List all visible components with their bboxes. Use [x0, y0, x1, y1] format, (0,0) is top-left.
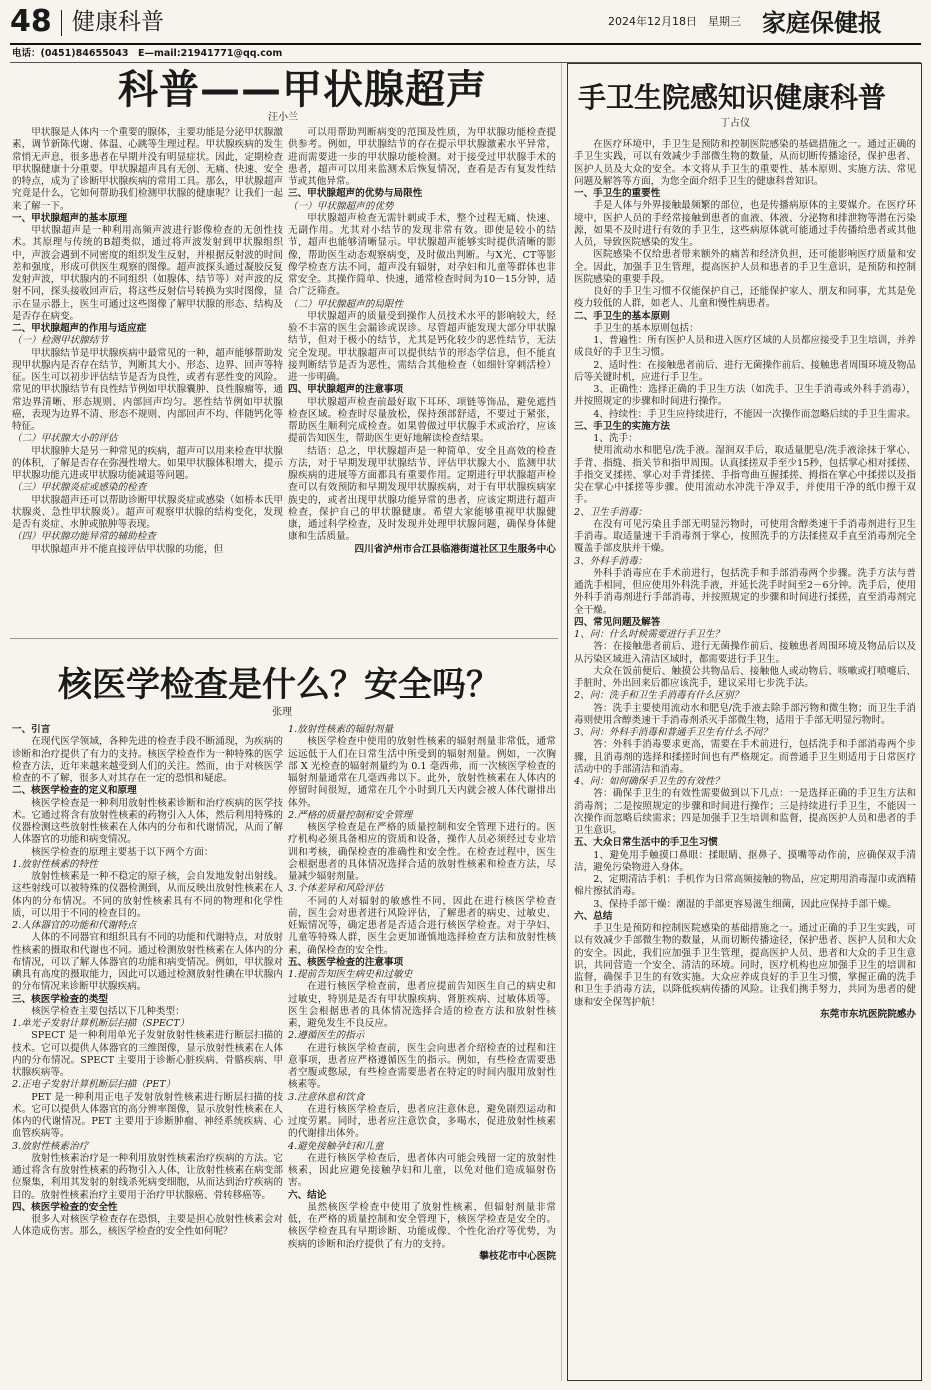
article2-author: 张理 — [272, 707, 292, 718]
subheading: 2.人体器官的功能和代谢特点 — [12, 920, 137, 931]
paragraph: 手是人体与外界接触最频繁的部位，也是传播病原体的主要媒介。在医疗环境中，医护人员的手经常接触到患者的血液、体液、分泌物和排泄物等潜在污染源，如果不及时进行有效的手卫生，这些病原体就可能通过手传播给患者或其他人员，导致医院感染的发生。 — [574, 200, 916, 248]
paragraph: 手卫生的基本原则包括： — [593, 322, 699, 334]
subheading: 2、卫生手消毒： — [574, 506, 648, 518]
paragraph: 核医学检查主要包括以下几种类型： — [31, 1005, 185, 1017]
paragraph: 在进行核医学检查前，医生会向患者介绍检查的过程和注意事项，患者应严格遵循医生的指示。例如，有些检查需要患者空腹或憋尿，有些检查需要患者在特定的时间内服用放射性核素等。 — [288, 1042, 556, 1091]
paragraph: 答：在接触患者前后、进行无菌操作前后、接触患者周围环境及物品后以及从污染区域进入清洁区域时，都需要进行手卫生。 — [574, 641, 916, 665]
paragraph: 1、洗手： — [593, 433, 638, 444]
paragraph: 在没有可见污染且手部无明显污物时，可使用含醇类速干手消毒剂进行卫生手消毒。取适量速干手消毒剂于掌心，按照洗手的方法揉搓双手直至消毒剂完全覆盖手部皮肤并干燥。 — [574, 518, 916, 555]
author-affiliation: 攀枝花市中心医院 — [479, 1250, 556, 1262]
paragraph: 1、普遍性：所有医护人员和进入医疗区域的人员都应接受手卫生培训，并养成良好的手卫生习惯。 — [574, 335, 916, 359]
subheading: 3.个体差异和风险评估 — [288, 883, 384, 895]
article2-column-1 — [12, 724, 283, 1380]
paragraph: 外科手消毒应在手术前进行，包括洗手和手部消毒两个步骤。洗手方法与普通洗手相同，但应使用外科洗手液，并延长洗手时间至2－6分钟。洗手后，使用外科手消毒剂进行手部消毒，并按照规定的步骤和时间进行揉搓，直至消毒剂完全干燥。 — [574, 567, 916, 616]
paragraph: 大众在饭前便后、触摸公共物品后、接触他人或动物后、咳嗽或打喷嚏后、手脏时、外出回来后都应该洗手，建议采用七步洗手法。 — [574, 665, 916, 689]
article3-title: 手卫生院感知识健康科普 — [578, 81, 887, 114]
section-heading: 四、甲状腺超声的注意事项 — [288, 384, 404, 396]
issue-date: 2024年12月18日 星期三 — [608, 15, 741, 28]
paragraph: 答：洗手主要使用流动水和肥皂/洗手液去除手部污物和微生物；而卫生手消毒则使用含醇类速干手消毒剂杀灭手部微生物，适用于手部无明显污物时。 — [574, 702, 916, 726]
section-heading: 五、大众日常生活中的手卫生习惯 — [574, 837, 718, 849]
header-rule — [10, 43, 921, 45]
subheading: （四）甲状腺功能异常的辅助检查 — [12, 531, 156, 543]
paragraph: 甲状腺是人体内一个重要的腺体，主要功能是分泌甲状腺激素，调节新陈代谢、体温、心跳等生理过程。甲状腺疾病的发生常悄无声息，很多患者在早期并没有明显症状。因此，定期检查甲状腺健康十分重要。甲状腺超声具有无创、无痛、快速、安全的特点，成为了诊断甲状腺疾病的常用工具。那么，甲状腺超声究竟是什么，它如何帮助我们检测甲状腺的健康呢？让我们一起来了解一下。 — [12, 127, 283, 212]
subheading: 2.严格的质量控制和安全管理 — [288, 809, 413, 821]
paragraph: 甲状腺肿大是另一种常见的疾病，超声可以用来检查甲状腺的体积，了解是否存在弥漫性增大。如果甲状腺体积增大，提示甲状腺功能亢进或甲状腺功能减退等问题。 — [12, 445, 283, 481]
paragraph: 在进行核医学检查前，患者应提前告知医生自己的病史和过敏史，特别是是否有甲状腺疾病、肾脏疾病、过敏体质等。医生会根据患者的具体情况选择合适的检查方法和放射性核素，避免发生不良反应。 — [288, 981, 556, 1029]
subheading: 1.提前告知医生病史和过敏史 — [288, 969, 413, 980]
paragraph: 甲状腺超声还可以帮助诊断甲状腺炎症或感染（如桥本氏甲状腺炎、急性甲状腺炎）。超声可观察甲状腺的结构变化，发现是否有炎症、水肿或脓肿等表现。 — [12, 494, 283, 530]
section-heading: 二、手卫生的基本原则 — [574, 310, 670, 322]
subheading: 4、问：如何确保手卫生的有效性？ — [574, 776, 725, 787]
paragraph: 在进行核医学检查后，患者应注意休息，避免剧烈运动和过度劳累。同时，患者应注意饮食，多喝水，促进放射性核素的代谢排出体外。 — [288, 1103, 556, 1140]
paragraph: 甲状腺超声是一种利用高频声波进行影像检查的无创性技术。其原理与传统的B超类似，通过将声波发射到甲状腺组织中，声波会遇到不同密度的组织发生反射，并根据反射波的时间差和强度，形成可供医生观察的图像。超声波探头通过凝胶反复发射声波，甲状腺内的不同组织（如腺体、结节等）对声波的反射不同，探头接收回声后，将这些反射信号转换为实时图像，显示在显示器上，医生可通过这些图像了解甲状腺的形态、结构及是否存在病变。 — [12, 225, 283, 322]
subheading: 2、问：洗手和卫生手消毒有什么区别？ — [574, 690, 744, 702]
section-heading: 四、核医学检查的安全性 — [12, 1201, 118, 1213]
subheading: （一）检测甲状腺结节 — [12, 335, 108, 347]
section-heading: 二、核医学检查的定义和原理 — [12, 785, 137, 797]
paragraph: 放射性核素治疗是一种利用放射性核素治疗疾病的方法。它通过将含有放射性核素的药物引入人体，让放射性核素在病变部位聚集，利用其发射的射线杀死病变细胞，从而达到治疗疾病的目的。放射性核素治疗主要用于治疗甲状腺癌、骨转移癌等。 — [12, 1152, 283, 1201]
page-number: 48 — [10, 4, 52, 39]
subheading: 3、外科手消毒： — [574, 555, 648, 567]
subheading: 1.单光子发射计算机断层扫描（SPECT） — [12, 1018, 190, 1029]
author-affiliation: 东莞市东坑医院院感办 — [820, 1008, 916, 1020]
paragraph: 手卫生是预防和控制医院感染的基础措施之一。通过正确的手卫生实践，可以有效减少手部微生物的数量，从而切断传播途径，保护患者、医护人员和大众的安全。因此，我们应加强手卫生管理，提高医护人员、患者和大众的手卫生意识，共同营造一个安全、清洁的环境。同时，医疗机构也应加强手卫生的培训和监督，确保手卫生的有效实施。大众应养成良好的手卫生习惯，掌握正确的洗手和卫生手消毒方法，以降低疾病传播的风险。让我们携手努力，共同为患者的健康和安全保驾护航！ — [574, 923, 916, 1008]
paragraph: 甲状腺超声的质量受到操作人员技术水平的影响较大，经验不丰富的医生会漏诊或误诊。尽管超声能发现大部分甲状腺结节，但对于极小的结节，尤其是钙化较少的恶性结节，无法完全发现。甲状腺超声可以提供结节的形态学信息，但不能直接判断结节是否为恶性，需结合其他检查（如细针穿刺活检）进一步明确。 — [288, 310, 556, 383]
subheading: 1.放射性核素的特性 — [12, 858, 98, 870]
paragraph: 使用流动水和肥皂/洗手液。湿润双手后，取适量肥皂/洗手液涂抹于掌心、手背、指缝、指关节和指甲周围。认真揉搓双手至少15秒，包括掌心相对揉搓、手指交叉揉搓、掌心对手背揉搓、手指弯曲互握揉搓、拇指在掌心中揉搓以及指尖在掌心中揉搓等步骤。使用流动水冲洗干净双手，并使用干净的纸巾擦干双手。 — [574, 445, 916, 506]
paragraph: 4、持续性：手卫生应持续进行，不能因一次操作而忽略后续的手卫生需求。 — [593, 408, 916, 420]
paragraph: PET 是一种利用正电子发射放射性核素进行断层扫描的技术。它可以提供人体器官的高分辨率图像，显示放射性核素在人体内的代谢情况。PET 主要用于诊断肿瘤、神经系统疾病、心血管疾病等。 — [12, 1091, 283, 1140]
header-divider — [61, 10, 62, 36]
paragraph: 2、适时性：在接触患者前后、进行无菌操作前后、接触患者周围环境及物品后等关键时机，应进行手卫生。 — [574, 359, 916, 383]
article1-column-1 — [12, 127, 283, 637]
paragraph: 甲状腺超声检查前最好取下耳环、项链等饰品，避免遮挡检查区域。检查时尽量放松，保持颈部舒适，不要过于紧张，帮助医生顺利完成检查。如果曾做过甲状腺手术或治疗，应该提前告知医生，帮助医生更好地解读检查结果。 — [288, 396, 556, 445]
paragraph: 1、避免用手触摸口鼻眼：揉眼睛、抠鼻子、摸嘴等动作前，应确保双手清洁，避免污染物进入身体。 — [574, 849, 916, 873]
paragraph: 可以用帮助判断病变的范围及性质，为甲状腺功能检查提供参考。例如，甲状腺结节的存在提示甲状腺激素水平异常，进而需要进一步的甲状腺功能检测。对于接受过甲状腺手术的患者，超声可以用来监测术后恢复情况，查看是否有复发性结节或其他异常。 — [288, 127, 556, 187]
section-heading: 二、甲状腺超声的作用与适应症 — [12, 323, 147, 334]
paragraph: 甲状腺结节是甲状腺疾病中最常见的一种，超声能够帮助发现甲状腺内是否存在结节，判断其大小、形态、边界、回声等特征。医生可以初步评估结节是否为良性，或者有恶性变的风险。常见的甲状腺结节有良性结节例如甲状腺囊肿、良性腺瘤等，通常边界清晰、形态规则、内部回声均匀。恶性结节例如甲状腺癌，表现为边界不清、形态不规则、内部回声不均、伴随钙化等特征。 — [12, 347, 283, 432]
paragraph: 在进行核医学检查后，患者体内可能会残留一定的放射性核素，因此应避免接触孕妇和儿童，以免对他们造成辐射伤害。 — [288, 1152, 556, 1189]
page-header — [0, 0, 931, 44]
paragraph: 答：外科手消毒要求更高，需要在手术前进行，包括洗手和手部消毒两个步骤，且消毒剂的选择和揉搓时间也有严格规定。而普通手卫生则适用于日常医疗活动中的手部清洁和消毒。 — [574, 739, 916, 775]
subheading: 4.避免接触孕妇和儿童 — [288, 1140, 384, 1152]
subheading: 2.遵循医生的指示 — [288, 1030, 365, 1042]
section-heading: 四、常见问题及解答 — [574, 616, 661, 628]
paragraph: 在现代医学领域，各种先进的检查手段不断涌现，为疾病的诊断和治疗提供了有力的支持。核医学检查作为一种特殊的医学检查方法，近年来越来越受到人们的关注。然而，由于对核医学检查的不了解，很多人对其存在一定的恐惧和疑虑。 — [12, 736, 283, 784]
section-heading: 五、核医学检查的注意事项 — [288, 956, 404, 968]
article-divider — [10, 638, 558, 639]
paragraph: 放射性核素是一种不稳定的原子核，会自发地发射出射线。这些射线可以被特殊的仪器检测到，从而反映出放射性核素在人体内的分布情况。不同的放射性核素具有不同的物理和化学性质，可以用于不同的检查目的。 — [12, 871, 283, 919]
section-title: 健康科普 — [72, 9, 164, 35]
subheading: 3.放射性核素治疗 — [12, 1140, 89, 1152]
section-heading: 六、总结 — [574, 910, 613, 922]
section-heading: 三、甲状腺超声的优势与局限性 — [288, 188, 423, 200]
contact-line: 电话：(0451)84655043 E—mail:21941771@qq.com — [12, 48, 283, 59]
paragraph: 不同的人对辐射的敏感性不同，因此在进行核医学检查前，医生会对患者进行风险评估，了解患者的病史、过敏史、妊娠情况等，确定患者是否适合进行核医学检查。对于孕妇、儿童等特殊人群，医生会更加谨慎地选择检查方法和放射性核素，确保检查的安全性。 — [288, 895, 556, 956]
column-separator — [561, 63, 562, 1381]
subheading: 3.注意休息和饮食 — [288, 1091, 365, 1103]
paragraph: 虽然核医学检查中使用了放射性核素，但辐射剂量非常低，在严格的质量控制和安全管理下，核医学检查是安全的。核医学检查具有早期诊断、功能成像、个性化治疗等优势，为疾病的诊断和治疗提供了有力的支持。 — [288, 1201, 556, 1250]
section-heading: 一、引言 — [12, 724, 51, 735]
newspaper-name: 家庭保健报 — [762, 8, 882, 37]
article2-column-2 — [288, 724, 556, 1380]
article1-title: 科普——甲状腺超声 — [118, 67, 487, 113]
article3-body — [574, 139, 916, 1375]
section-heading: 三、手卫生的实施方法 — [574, 420, 670, 432]
paragraph: 2、定期清洁手机：手机作为日常高频接触的物品，应定期用消毒湿巾或酒精棉片擦拭消毒。 — [574, 874, 916, 898]
paragraph: 良好的手卫生习惯不仅能保护自己，还能保护家人、朋友和同事，尤其是免疫力较低的人群，如老人、儿童和慢性病患者。 — [574, 286, 916, 310]
paragraph: 核医学检查中使用的放射性核素的辐射剂量非常低，通常远远低于人们在日常生活中所受到的辐射剂量。例如，一次胸部 X 光检查的辐射剂量约为 0.1 毫西弗，而一次核医学检查的辐射剂量通常在几毫西弗以下。此外，放射性核素在人体内的停留时间很短，通常在几个小时到几天内就会被人体代谢排出体外。 — [288, 736, 556, 809]
subheading: 1、问：什么时候需要进行手卫生？ — [574, 629, 725, 640]
subheading: （二）甲状腺大小的评估 — [12, 433, 118, 445]
section-heading: 三、核医学检查的类型 — [12, 993, 108, 1005]
section-heading: 一、甲状腺超声的基本原理 — [12, 212, 128, 224]
section-heading: 一、手卫生的重要性 — [574, 188, 661, 199]
subheading: （二）甲状腺超声的局限性 — [288, 298, 404, 310]
paragraph: 很多人对核医学检查存在恐惧，主要是担心放射性核素会对人体造成伤害。那么，核医学检查的安全性如何呢？ — [12, 1214, 283, 1238]
subheading: 2.正电子发射计算机断层扫描（PET） — [12, 1079, 176, 1091]
paragraph: 核医学检查是在严格的质量控制和安全管理下进行的。医疗机构必须具备相应的资质和设备，操作人员必须经过专业培训和考核，确保检查的准确性和安全性。在检查过程中，医生会根据患者的具体情况选择合适的放射性核素和检查方法，尽量减少辐射剂量。 — [288, 822, 556, 882]
paragraph: 答：确保手卫生的有效性需要做到以下几点：一是选择正确的手卫生方法和消毒剂；二是按照规定的步骤和时间进行操作；三是持续进行手卫生，不能因一次操作而忽略后续需求；四是加强手卫生培训和监督，提高医护人员和患者的手卫生意识。 — [574, 788, 916, 836]
paragraph: 核医学检查是一种利用放射性核素诊断和治疗疾病的医学技术。它通过将含有放射性核素的药物引入人体，然后利用特殊的仪器检测这些放射性核素在人体内的分布和代谢情况，从而了解人体器官的功能和病变情况。 — [12, 797, 283, 846]
paragraph: 医院感染不仅给患者带来额外的痛苦和经济负担，还可能影响医疗质量和安全。因此，加强手卫生管理，提高医护人员和患者的手卫生意识，是预防和控制医院感染的重要手段。 — [574, 249, 916, 285]
article2-title: 核医学检查是什么？安全吗？ — [58, 665, 500, 705]
subheading: （一）甲状腺超声的优势 — [288, 200, 394, 212]
section-heading: 六、结论 — [288, 1189, 327, 1201]
paragraph: 结语：总之，甲状腺超声是一种简单、安全且高效的检查方法，对于早期发现甲状腺结节、评估甲状腺大小、监测甲状腺疾病的进展等方面都具有重要作用。定期进行甲状腺超声检查可以有效预防和早期发现甲状腺疾病，对于有甲状腺疾病家族史的，或者出现甲状腺功能异常的患者，应该定期进行超声检查，保护自己的甲状腺健康。希望大家能够重视甲状腺健康，通过科学检查，及时发现并处理甲状腺问题，确保身体健康和生活质量。 — [288, 445, 556, 543]
subheading: 3、问：外科手消毒和普通手卫生有什么不同？ — [574, 727, 772, 738]
paragraph: 核医学检查的原理主要基于以下两个方面： — [31, 846, 214, 858]
paragraph: 3、正确性：选择正确的手卫生方法（如洗手、卫生手消毒或外科手消毒），并按照规定的步骤和时间进行操作。 — [574, 384, 916, 408]
subheading: （三）甲状腺炎症或感染的检查 — [12, 482, 147, 494]
subheading: 1.放射性核素的辐射剂量 — [288, 724, 394, 735]
article3-author: 丁占仪 — [720, 118, 750, 129]
paragraph: 3、保持手部干燥：潮湿的手部更容易滋生细菌，因此应保持手部干燥。 — [593, 898, 897, 910]
paragraph: 甲状腺超声并不能直接评估甲状腺的功能，但 — [31, 543, 224, 555]
paragraph: SPECT 是一种利用单光子发射放射性核素进行断层扫描的技术。它可以提供人体器官的三维图像，显示放射性核素在人体内的分布情况。SPECT 主要用于诊断心脏疾病、骨骼疾病、甲状腺疾病等。 — [12, 1030, 283, 1078]
paragraph: 人体的不同器官和组织具有不同的功能和代谢特点，对放射性核素的摄取和代谢也不同。通过检测放射性核素在人体内的分布情况，可以了解人体器官的功能和病变情况。例如，甲状腺对碘具有高度的摄取能力，因此可以通过检测放射性碘在甲状腺内的分布情况来诊断甲状腺疾病。 — [12, 932, 283, 993]
article1-author: 汪小兰 — [268, 112, 298, 123]
paragraph: 甲状腺超声检查无需针刺或手术，整个过程无痛、快速、无副作用。尤其对小结节的发现非常有效。即使是较小的结节，超声也能够清晰显示。甲状腺超声能够实时提供清晰的影像，帮助医生动态观察病变，及时做出判断。与X光、CT等影像学检查方法不同，超声没有辐射，对孕妇和儿童等群体也非常安全。其操作简单、快速，通常检查时间为10－15分钟，适合广泛筛查。 — [288, 212, 556, 298]
author-affiliation: 四川省泸州市合江县临港街道社区卫生服务中心 — [354, 543, 556, 555]
article1-column-2 — [288, 127, 556, 637]
paragraph: 在医疗环境中，手卫生是预防和控制医院感染的基础措施之一。通过正确的手卫生实践，可以有效减少手部微生物的数量，从而切断传播途径，保护患者、医护人员及大众的安全。本文将从手卫生的重要性、基本原则、实施方法、常见问题及解答等方面，为您全面介绍手卫生的健康科普知识。 — [574, 139, 916, 187]
